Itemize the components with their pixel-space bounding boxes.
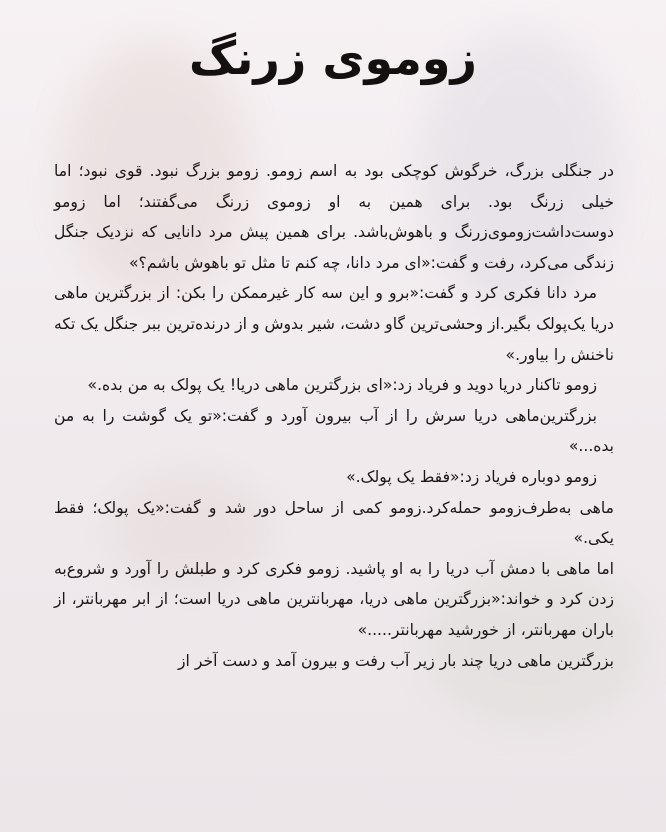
- paragraph: مرد دانا فکری کرد و گفت:«برو و این سه کار غیرممکن را بکن: از بزرگترین ماهی دریا یک‌پولک بگیر.از وحشی‌ترین گاو دشت، شیر بدوش و از درنده‌ترین ببر جنگل یک تکه ناخنش را بیاور.»: [54, 284, 614, 364]
- paragraph: ماهی به‌طرف‌زومو حمله‌کرد.زومو کمی از ساحل دور شد و گفت:«یک پولک؛ فقط یکی.»: [54, 498, 614, 548]
- story-body: [54, 156, 614, 676]
- paragraph: زومو دوباره فریاد زد:«فقط یک پولک.»: [346, 467, 597, 486]
- paragraph: زومو تاکنار دریا دوید و فریاد زد:«ای بزرگترین ماهی دریا! یک پولک به من بده.»: [87, 376, 597, 395]
- paragraph: بزرگترین‌ماهی دریا سرش را از آب بیرون آورد و گفت:«تو یک گوشت را به من بده...»: [54, 406, 614, 456]
- story-title: زوموی زرنگ: [189, 31, 477, 85]
- paragraph: بزرگترین ماهی دریا چند بار زیر آب رفت و بیرون آمد و دست آخر از: [178, 651, 614, 670]
- paragraph: در جنگلی بزرگ، خرگوش کوچکی بود به اسم زومو. زومو بزرگ نبود. قوی نبود؛ اما خیلی زرنگ بود. برای همین به او زوموی زرنگ می‌گفتند؛ اما زومو دوست‌داشت‌زوموی‌زرنگ و باهوش‌باشد. برای همین پیش مرد دانایی که نزدیک جنگل زندگی می‌کرد، رفت و گفت:«ای مرد دانا، چه کنم تا مثل تو باهوش باشم؟»: [54, 162, 614, 272]
- paragraph: اما ماهی با دمش آب دریا را به او پاشید. زومو فکری کرد و طبلش را آورد و شروع‌به زدن کرد و خواند:«بزرگترین ماهی دریا، مهربانترین ماهی دریا است؛ از ابر مهربانتر، از باران مهربانتر، از خورشید مهربانتر.....»: [54, 559, 614, 639]
